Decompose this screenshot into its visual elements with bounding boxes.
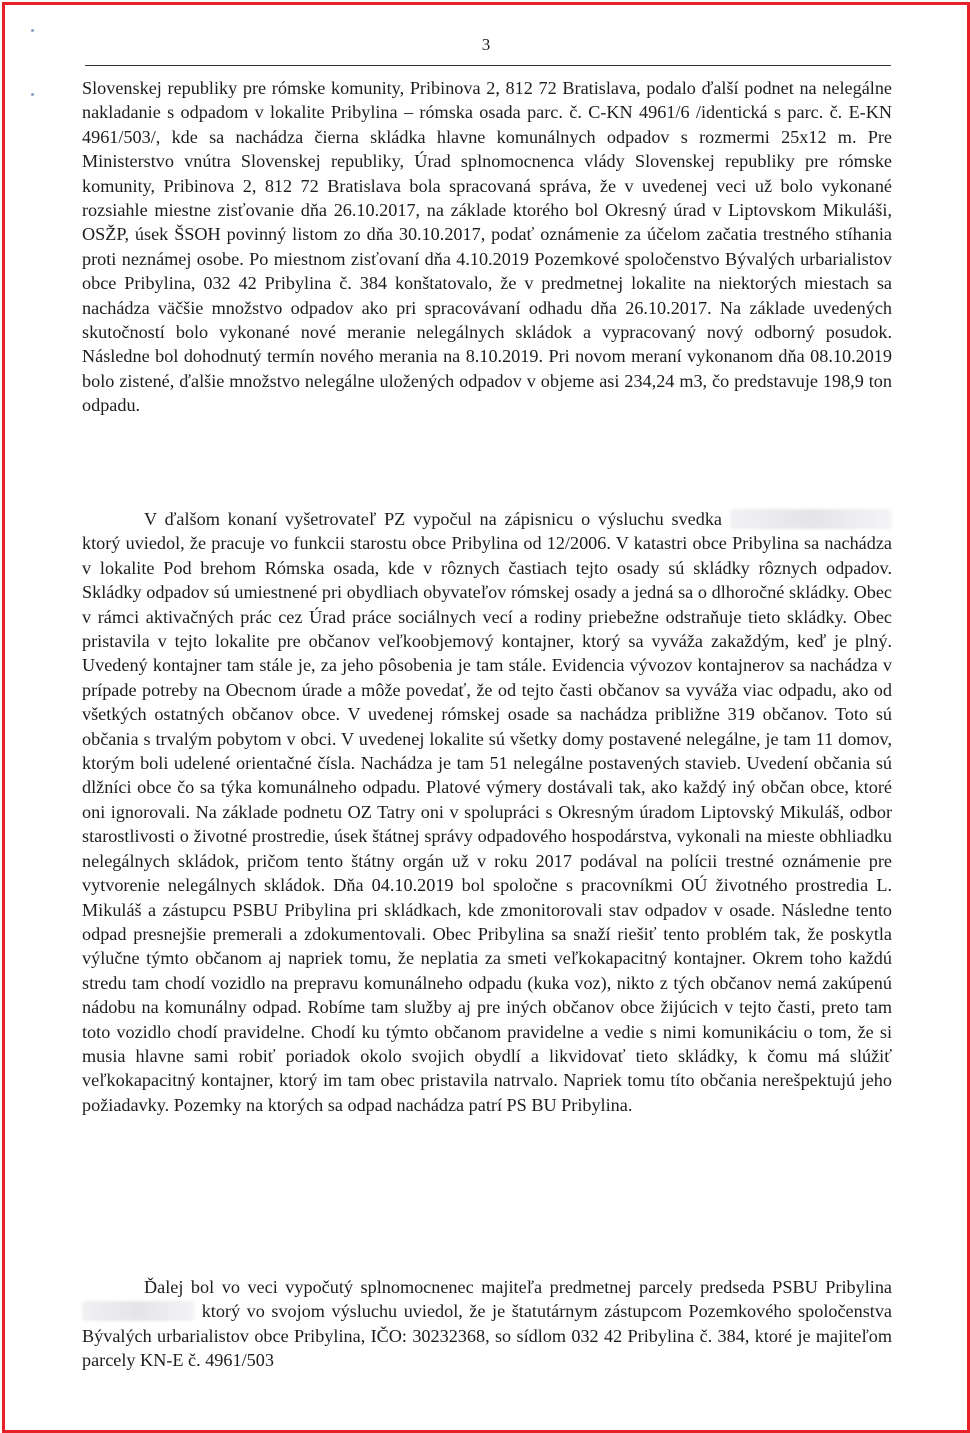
paragraph-1 <box>82 76 892 418</box>
page-frame <box>2 2 970 1433</box>
paragraph-2 <box>82 507 892 1117</box>
header-rule <box>85 65 891 66</box>
redacted-witness-name <box>730 509 892 529</box>
page-number: 3 <box>481 35 491 54</box>
redacted-representative-name <box>82 1301 195 1321</box>
paragraph-3-rest: ktorý vo svojom výsluchu uviedol, že je štatutárnym zástupcom Pozemkového spoločenstva Bývalých urbarialistov obce Pribylina, IČO: 30232368, so sídlom 032 42 Pribylina č. 384, ktoré je majiteľom parcely KN-E č. 4961/503 <box>82 1301 893 1371</box>
paragraph-2-rest: ktorý uviedol, že pracuje vo funkcii starostu obce Pribylina od 12/2006. V katastri obce Pribylina sa nachádza v lokalite Pod brehom Rómska osada, kde v rôznych častiach tejto osady sú skládky rôznych odpadov. Skládky odpadov sú umiestnené pri obydliach obyvateľov rómskej osady a jedná sa o dlhoročné skládky. Obec v rámci aktivačných prác cez Úrad práce sociálnych vecí a rodiny priebežne odstraňuje tieto skládky. Obec pristavila v tejto lokalite pre občanov veľkoobjemový kontajner, ktorý sa vyváža zakaždým, keď je plný. Uvedený kontajner tam stále je, za jeho pôsobenia je tam stále. Evidencia vývozov kontajnerov sa nachádza v prípade potreby na Obecnom úrade a môže povedať, že od tejto časti občanov sa vyváža viac odpadu, ako od všetkých ostatných občanov obce. V uvedenej rómskej osade sa nachádza približne 319 občanov. Toto sú občania s trvalým pobytom v obci. V uvedenej lokalite sú všetky domy postavené nelegálne, je tam 11 domov, ktorým boli udelené orientačné čísla. Nachádza je tam 51 nelegálne postavených stavieb. Uvedení občania sú dlžníci obce čo sa týka komunálneho odpadu. Platové výmery dostávali tak, ako každý iný občan obce, ktoré oni ignorovali. Na základe podnetu OZ Tatry oni v spolupráci s Okresným úradom Liptovský Mikuláš, odbor starostlivosti o životné prostredie, úsek štátnej správy odpadového hospodárstva, vykonali na mieste obhliadku nelegálnych skládok, pričom tento štátny orgán už v roku 2017 podával na polícii trestné oznámenie pre vytvorenie nelegálnych skládok. Dňa 04.10.2019 bol spoločne s pracovníkmi OÚ životného prostredia L. Mikuláš a zástupcu PSBU Pribylina pri skládkach, kde zmonitorovali stav odpadov v osade. Následne tento odpad presnejšie premerali a zdokumentovali. Obec Pribylina sa snaží riešiť tento problém tak, že poskytla výlučne týmto občanom aj napriek tomu, že neplatia za smeti veľkokapacitný kontajner. Okrem toho každú stredu tam chodí vozidlo na prepravu komunálneho odpadu (kuka voz), nikto z tých občanov nemá zakúpenú nádobu na komunálny odpad. Robíme tam služby aj pre iných občanov obce žijúcich v tejto časti, preto tam toto vozidlo chodí pravidelne. Chodí ku týmto občanom pravidelne a vedie s nimi komunikáciu o tom, že si musia hlavne sami robiť poriadok okolo svojich obydlí a likvidovať tieto skládky, k čomu má slúžiť veľkokapacitný kontajner, ktorý im tam obec pristavila natrvalo. Napriek tomu títo občania nerešpektujú jeho požiadavky. Pozemky na ktorých sa odpad nachádza patrí PS BU Pribylina. <box>82 533 892 1115</box>
scan-speck <box>31 93 34 96</box>
paragraph-3 <box>82 1275 892 1373</box>
paragraph-1-text: Slovenskej republiky pre rómske komunity, Pribinova 2, 812 72 Bratislava, podalo ďalší podnet na nelegálne nakladanie s odpadom v lokalite Pribylina – rómska osada parc. č. C-KN 4961/6 /identická s parc. č. E-KN 4961/503/, kde sa nachádza čierna skládka hlavne komunálnych odpadov s rozmermi 25x12 m. Pre Ministerstvo vnútra Slovenskej republiky, Úrad splnomocnenca vlády Slovenskej republiky pre rómske komunity, Pribinova 2, 812 72 Bratislava bola spracovaná správa, že v uvedenej veci už bolo vykonané rozsiahle miestne zisťovanie dňa 26.10.2017, na základe ktorého bol Okresný úrad v Liptovskom Mikuláši, OSŽP, úsek ŠSOH povinný listom zo dňa 30.10.2017, podať oznámenie za účelom začatia trestného stíhania proti neznámej osobe. Po miestnom zisťovaní dňa 4.10.2019 Pozemkové spoločenstvo Bývalých urbarialistov obce Pribylina, 032 42 Pribylina č. 384 konštatovalo, že v predmetnej lokalite na niektorých miestach sa nachádza väčšie množstvo odpadov ako pri spracovávaní odhadu dňa 26.10.2017. Na základe uvedených skutočností bolo vykonané nové meranie nelegálnych skládok a vypracovaný nový odborný posudok. Následne bol dohodnutý termín nového merania na 8.10.2019. Pri novom meraní vykonanom dňa 08.10.2019 bolo zistené, ďalšie množstvo nelegálne uložených odpadov v objeme asi 234,24 m3, čo predstavuje 198,9 ton odpadu. <box>82 78 892 416</box>
scan-speck <box>31 29 34 32</box>
paragraph-3-start: Ďalej bol vo veci vypočutý splnomocnenec majiteľa predmetnej parcely predseda PSBU Pribylina <box>144 1277 892 1297</box>
paragraph-2-start: V ďalšom konaní vyšetrovateľ PZ vypočul na zápisnicu o výsluchu svedka <box>144 509 723 529</box>
